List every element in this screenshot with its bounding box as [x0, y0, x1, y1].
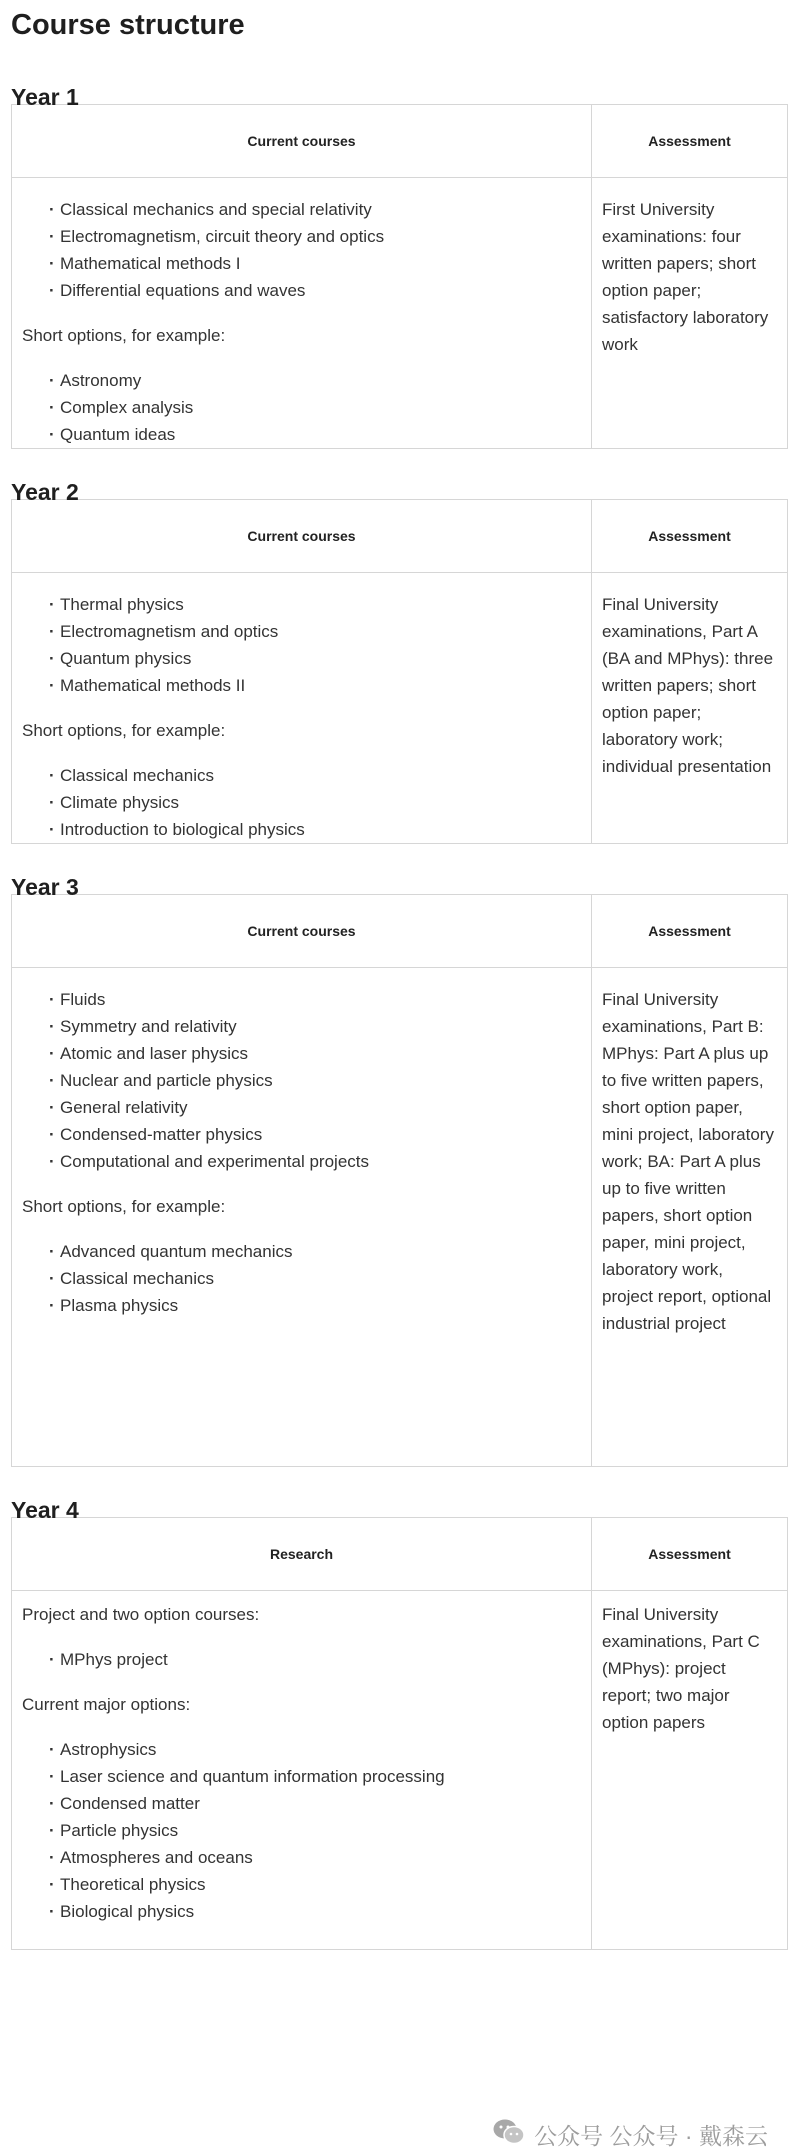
options-list: [22, 367, 581, 448]
assessment-header: Assessment: [592, 500, 788, 573]
courses-header: Current courses: [12, 895, 592, 968]
list-item: · Differential equations and waves: [49, 277, 581, 304]
year-heading: Year 1: [11, 84, 79, 110]
list-item: · Astrophysics: [49, 1736, 581, 1763]
list-item: · Classical mechanics and special relativity: [49, 196, 581, 223]
list-item: · Condensed-matter physics: [49, 1121, 581, 1148]
year-1-section: [11, 54, 785, 449]
options-label: Current major options:: [22, 1695, 191, 1714]
list-item: · Thermal physics: [49, 591, 581, 618]
options-list: [22, 1736, 581, 1925]
list-item: · Classical mechanics: [49, 762, 581, 789]
list-item: · General relativity: [49, 1094, 581, 1121]
list-item: · MPhys project: [49, 1646, 581, 1673]
year-4-section: [11, 1467, 785, 1950]
course-list: [22, 1646, 581, 1673]
options-label: Short options, for example:: [22, 1197, 226, 1216]
course-table: [11, 1517, 788, 1950]
assessment-cell: [592, 1591, 788, 1950]
list-item: · Climate physics: [49, 789, 581, 816]
course-table: [11, 894, 788, 1467]
year-3-section: [11, 844, 785, 1467]
options-list: [22, 1238, 581, 1319]
assessment-header: Assessment: [592, 895, 788, 968]
assessment-text: First University examinations: four written papers; short option paper; satisfactory laboratory work: [602, 200, 769, 354]
courses-cell: [12, 968, 592, 1467]
assessment-header: Assessment: [592, 1518, 788, 1591]
list-item: · Biological physics: [49, 1898, 581, 1925]
assessment-cell: [592, 573, 788, 844]
page-title: Course structure: [11, 9, 245, 41]
year-heading: Year 4: [11, 1497, 79, 1523]
wechat-icon: [492, 2118, 526, 2153]
year-heading: Year 2: [11, 479, 79, 505]
list-item: · Electromagnetism, circuit theory and optics: [49, 223, 581, 250]
course-list: [22, 591, 581, 699]
list-item: · Particle physics: [49, 1817, 581, 1844]
assessment-text: Final University examinations, Part B: MPhys: Part A plus up to five written papers, short option paper, mini project, laboratory work; BA: Part A plus up to five written papers, short option paper, mini project, laboratory work, project report, optional industrial project: [602, 990, 774, 1333]
list-item: · Electromagnetism and optics: [49, 618, 581, 645]
list-item: · Atomic and laser physics: [49, 1040, 581, 1067]
list-item: · Mathematical methods I: [49, 250, 581, 277]
year-heading: Year 3: [11, 874, 79, 900]
courses-header: Current courses: [12, 105, 592, 178]
watermark-text: 公众号 公众号 · 戴森云: [534, 2122, 768, 2149]
courses-cell: [12, 178, 592, 449]
course-table: [11, 499, 788, 844]
list-item: · Complex analysis: [49, 394, 581, 421]
assessment-text: Final University examinations, Part A (BA and MPhys): three written papers; short option paper; laboratory work; individual presentation: [602, 595, 774, 776]
list-item: · Astronomy: [49, 367, 581, 394]
list-item: · Mathematical methods II: [49, 672, 581, 699]
assessment-cell: [592, 178, 788, 449]
course-table: [11, 104, 788, 449]
courses-cell: [12, 573, 592, 844]
assessment-text: Final University examinations, Part C (MPhys): project report; two major option papers: [602, 1605, 760, 1732]
list-item: · Plasma physics: [49, 1292, 581, 1319]
watermark: [492, 2118, 768, 2153]
list-item: · Introduction to biological physics: [49, 816, 581, 843]
list-item: · Classical mechanics: [49, 1265, 581, 1292]
list-item: · Condensed matter: [49, 1790, 581, 1817]
list-item: · Laser science and quantum information processing: [49, 1763, 581, 1790]
courses-cell: [12, 1591, 592, 1950]
list-item: · Theoretical physics: [49, 1871, 581, 1898]
courses-header: Current courses: [12, 500, 592, 573]
course-list: [22, 986, 581, 1175]
assessment-cell: [592, 968, 788, 1467]
assessment-header: Assessment: [592, 105, 788, 178]
list-item: · Atmospheres and oceans: [49, 1844, 581, 1871]
list-item: · Computational and experimental projects: [49, 1148, 581, 1175]
options-list: [22, 762, 581, 843]
research-header: Research: [12, 1518, 592, 1591]
list-item: · Nuclear and particle physics: [49, 1067, 581, 1094]
list-item: · Symmetry and relativity: [49, 1013, 581, 1040]
course-list: [22, 196, 581, 304]
options-label: Short options, for example:: [22, 721, 226, 740]
intro-label: Project and two option courses:: [22, 1605, 260, 1624]
list-item: · Advanced quantum mechanics: [49, 1238, 581, 1265]
list-item: · Fluids: [49, 986, 581, 1013]
options-label: Short options, for example:: [22, 326, 226, 345]
list-item: · Quantum physics: [49, 645, 581, 672]
list-item: · Quantum ideas: [49, 421, 581, 448]
year-2-section: [11, 449, 785, 844]
